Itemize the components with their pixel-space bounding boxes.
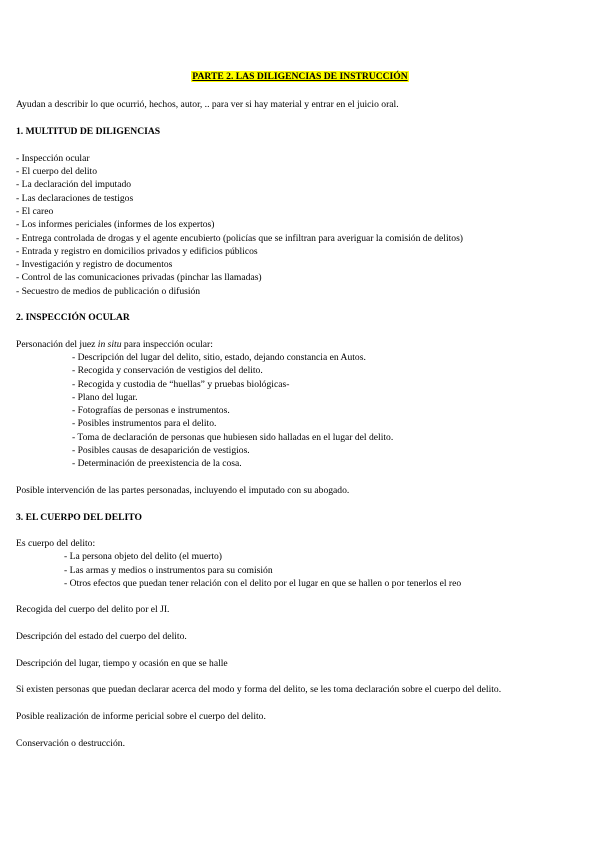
section3-paragraph: Recogida del cuerpo del delito por el JI.: [16, 604, 170, 615]
section3-paragraph: Descripción del estado del cuerpo del delito.: [16, 631, 187, 642]
list-item: - Control de las comunicaciones privadas (pinchar las llamadas): [16, 272, 262, 283]
section2-lead-italic: in situ: [97, 339, 122, 350]
section3-paragraph: Descripción del lugar, tiempo y ocasión en que se halle: [16, 658, 228, 669]
list-item: - Las armas y medios o instrumentos para su comisión: [64, 565, 273, 576]
section3-lead: Es cuerpo del delito:: [16, 538, 96, 549]
section2-lead: [16, 339, 213, 351]
list-item: - Inspección ocular: [16, 153, 90, 164]
section2-heading: 2. INSPECCIÓN OCULAR: [16, 312, 130, 323]
list-item: - Toma de declaración de personas que hubiesen sido halladas en el lugar del delito.: [72, 432, 394, 443]
intro-paragraph: Ayudan a describir lo que ocurrió, hechos, autor, .. para ver si hay material y entrar en el juicio oral.: [16, 99, 399, 110]
list-item: - Recogida y conservación de vestigios del delito.: [72, 365, 263, 376]
document-title: [0, 71, 600, 83]
list-item: - La persona objeto del delito (el muerto): [64, 551, 222, 562]
list-item: - Recogida y custodia de “huellas” y pruebas biológicas-: [72, 379, 290, 390]
list-item: - Plano del lugar.: [72, 392, 138, 403]
list-item: - Investigación y registro de documentos: [16, 259, 173, 270]
list-item: - Determinación de preexistencia de la cosa.: [72, 458, 242, 469]
list-item: - Otros efectos que puedan tener relación con el delito por el lugar en que se hallen o por tenerlos el reo: [64, 578, 462, 589]
list-item: - La declaración del imputado: [16, 179, 132, 190]
section2-lead-suffix: para inspección ocular:: [121, 339, 213, 350]
section1-heading: 1. MULTITUD DE DILIGENCIAS: [16, 126, 161, 137]
list-item: - El careo: [16, 206, 54, 217]
document-title-text: PARTE 2. LAS DILIGENCIAS DE INSTRUCCIÓN: [192, 71, 408, 82]
list-item: - El cuerpo del delito: [16, 166, 97, 177]
list-item: - Descripción del lugar del delito, sitio, estado, dejando constancia en Autos.: [72, 352, 366, 363]
list-item: - Posibles instrumentos para el delito.: [72, 418, 217, 429]
list-item: - Los informes periciales (informes de los expertos): [16, 219, 215, 230]
list-item: - Secuestro de medios de publicación o difusión: [16, 286, 201, 297]
section3-paragraph: Conservación o destrucción.: [16, 738, 125, 749]
section3-paragraph: Posible realización de informe pericial sobre el cuerpo del delito.: [16, 711, 266, 722]
list-item: - Entrada y registro en domicilios privados y edificios públicos: [16, 246, 258, 257]
section3-heading: 3. EL CUERPO DEL DELITO: [16, 512, 142, 523]
section2-closing: Posible intervención de las partes personadas, incluyendo el imputado con su abogado.: [16, 485, 350, 496]
list-item: - Las declaraciones de testigos: [16, 193, 134, 204]
list-item: - Posibles causas de desaparición de vestigios.: [72, 445, 250, 456]
section2-lead-prefix: Personación del juez: [16, 339, 98, 350]
list-item: - Entrega controlada de drogas y el agente encubierto (policías que se infiltran para averiguar la comisión de delitos): [16, 233, 463, 244]
section3-paragraph: Si existen personas que puedan declarar acerca del modo y forma del delito, se les toma declaración sobre el cuerpo del delito.: [16, 684, 502, 695]
list-item: - Fotografías de personas e instrumentos.: [72, 405, 230, 416]
